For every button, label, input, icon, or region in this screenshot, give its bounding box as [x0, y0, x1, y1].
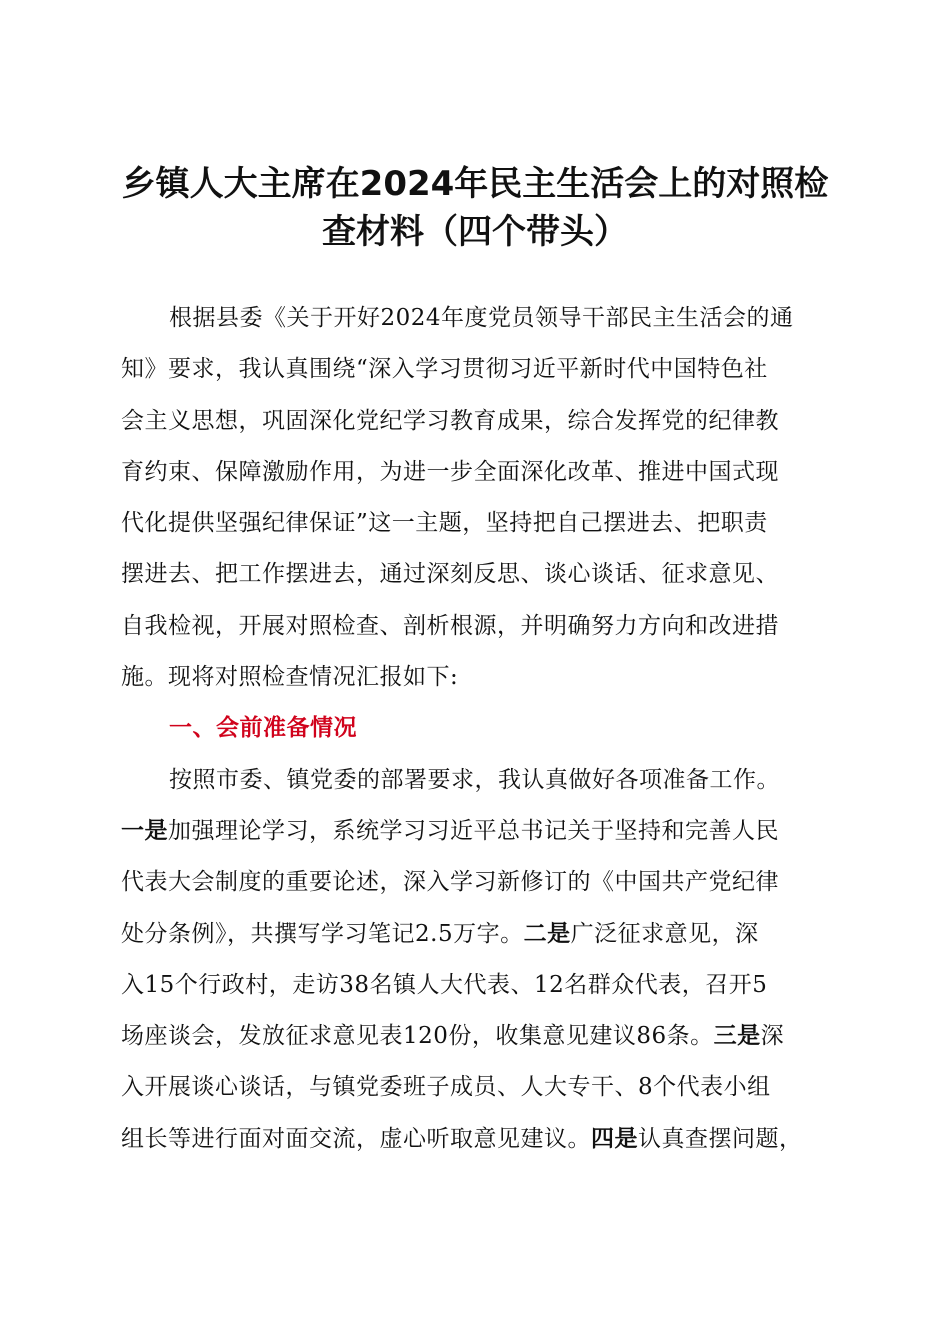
section1-line-8-text: 组长等进行面对面交流，虚心听取意见建议。: [121, 1125, 591, 1152]
enum-marker-1: 一是: [121, 817, 168, 844]
intro-line-2: 知》要求，我认真围绕“深入学习贯彻习近平新时代中国特色社: [121, 356, 768, 383]
document-title: [100, 160, 850, 256]
section1-line-5: 入15个行政村，走访38名镇人大代表、12名群众代表，召开5: [121, 971, 768, 998]
intro-line-6: 摆进去、把工作摆进去，通过深刻反思、谈心谈话、征求意见、: [121, 561, 779, 588]
title-line-1: 乡镇人大主席在2024年民主生活会上的对照检: [121, 164, 829, 204]
intro-line-8: 施。现将对照检查情况汇报如下:: [121, 664, 459, 691]
section1-line-6: [121, 1011, 829, 1062]
section1-line-7: 入开展谈心谈话，与镇党委班子成员、人大专干、8个代表小组: [121, 1074, 771, 1101]
section1-line-2: [121, 806, 829, 857]
intro-line-7: 自我检视，开展对照检查、剖析根源，并明确努力方向和改进措: [121, 612, 779, 639]
section1-line-1: 按照市委、镇党委的部署要求，我认真做好各项准备工作。: [169, 766, 780, 793]
section-heading-1: 一、会前准备情况: [169, 715, 357, 742]
section1-line-2-text: 加强理论学习，系统学习习近平总书记关于坚持和完善人民: [168, 817, 779, 844]
enum-marker-4: 四是: [591, 1125, 638, 1152]
enum-marker-3: 三是: [713, 1023, 761, 1050]
intro-line-5: 代化提供坚强纪律保证”这一主题，坚持把自己摆进去、把职责: [121, 510, 768, 537]
intro-line-1: 根据县委《关于开好2024年度党员领导干部民主生活会的通: [169, 305, 794, 331]
section1-line-3: 代表大会制度的重要论述，深入学习新修订的《中国共产党纪律: [121, 869, 779, 896]
document-body: [121, 293, 829, 1165]
section1-line-8: [121, 1114, 829, 1165]
title-line-2: 查材料（四个带头）: [322, 212, 628, 252]
section1-line-4-text: 处分条例》，共撰写学习笔记2.5万字。: [121, 920, 524, 947]
intro-line-3: 会主义思想，巩固深化党纪学习教育成果，综合发挥党的纪律教: [121, 407, 779, 434]
section1-line-4-tail: 广泛征求意见，深: [570, 920, 759, 947]
section1-line-8-tail: 认真查摆问题，: [638, 1125, 803, 1152]
section1-line-6-tail: 深: [760, 1023, 785, 1050]
intro-line-4: 育约束、保障激励作用，为进一步全面深化改革、推进中国式现: [121, 458, 779, 485]
section1-line-4: [121, 909, 829, 960]
section1-line-6-text: 场座谈会，发放征求意见表120份，收集意见建议86条。: [121, 1023, 714, 1050]
enum-marker-2: 二是: [523, 920, 571, 947]
